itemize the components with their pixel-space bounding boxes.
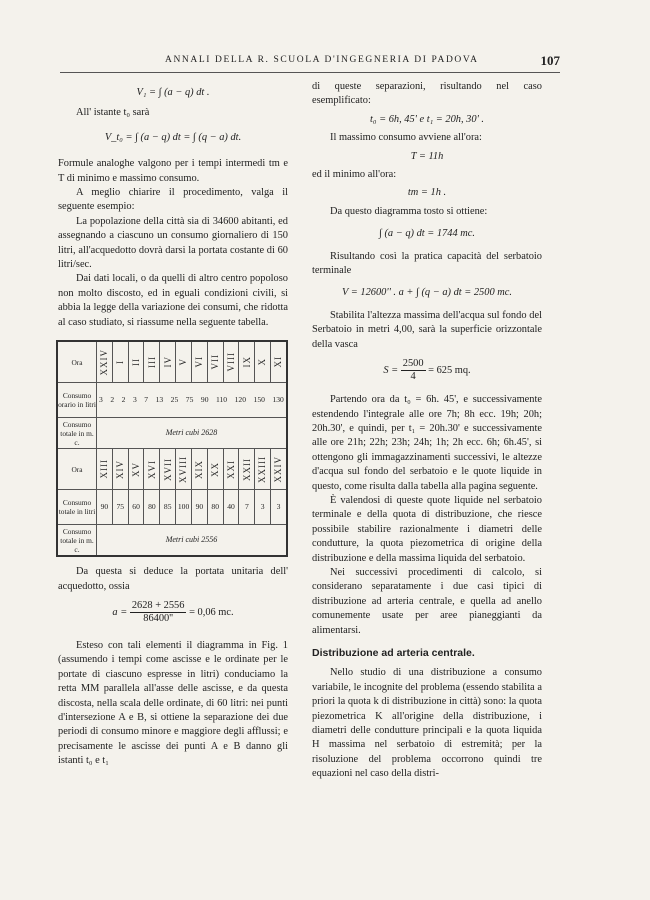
hour-cell: I	[115, 360, 126, 365]
paragraph: Nello studio di una distribuzione a consumo variabile, le incognite del problema (essendo stabilita a priori la quota k di distribuzione in città) sono: la quota piezometrica K all'origine della distribuzione, i diametri delle condutture principali e la quota liquida H massima nel serbatoio di estremità; per la risoluzione del problema occorrono quindi tre equazioni nel caso della distri-	[312, 667, 542, 780]
paragraph: La popolazione della città sia di 34600 abitanti, ed assegnando a ciascuno un consumo giornaliero di 150 litri, all'acquedotto dovrà darsi la portata costante di 60 litri/sec.	[58, 215, 288, 271]
left-column	[58, 80, 288, 769]
value-cell: 3	[132, 394, 137, 404]
value-cell: 130	[272, 394, 284, 404]
value-cell: 110	[216, 394, 228, 404]
row-label: Consumo orario in litri	[57, 383, 97, 418]
value-cell: 2	[121, 394, 126, 404]
paragraph: È valendosi di queste quote liquide nel serbatoio terminale e della quota di distribuzione, che riesce possibile stabilire razionalmente i diametri delle condutture, la quota piezometrica di origine della distribuzione e della massima liquida del serbatoio.	[312, 494, 542, 564]
equation-surface: S = $\frac{2500}{4}$ = 625 mq.	[383, 358, 471, 383]
value-cell: 75	[112, 490, 128, 525]
value-cell: 90	[97, 490, 113, 525]
table-row-hours-1	[57, 341, 287, 383]
value-cell: 25	[170, 394, 179, 404]
paragraph: Da questo diagramma tosto si ottiene:	[330, 205, 488, 217]
hour-cell: XI	[273, 356, 284, 368]
equation-portata: a = $\frac{2628 + 2556}{86400''}$ = 0,06 mc.	[112, 599, 234, 624]
hour-cell: XIX	[194, 459, 205, 479]
hour-cell: XXI	[225, 459, 236, 479]
equation-integral: ∫ (a − q) dt = 1744 mc.	[379, 228, 475, 240]
hour-cell: VII	[210, 354, 220, 370]
paragraph: Risultando così la pratica capacità del serbatoio terminale	[312, 250, 542, 277]
hour-cell: X	[257, 358, 268, 366]
equation-tm: tm = 1h .	[407, 187, 447, 199]
paragraph: Formule analoghe valgono per i tempi intermedi tm e T di minimo e massimo consumo.	[58, 158, 288, 184]
hour-cell: XXIV	[273, 455, 284, 483]
row-label: Consumo totale in m. c.	[57, 525, 97, 557]
row-label: Consumo totale in litri	[57, 490, 97, 525]
hour-cell: IV	[162, 356, 173, 368]
value-cell: 85	[160, 490, 176, 525]
header-rule	[60, 72, 560, 73]
paragraph: Dai dati locali, o da quelli di altro centro popoloso non molto discosto, ed in eguali condizioni civili, si abbia la legge della variazione dei consumi, che ridotta al caso studiato, si riassume nella seguente tabella.	[58, 273, 288, 328]
row-label: Ora	[57, 341, 97, 383]
paragraph: Nei successivi procedimenti di calcolo, si considerano separatamente i due casi tipici di distribuzione ad arteria centrale, e quella ad anello comunemente usate per aree pianeggianti da alimentarsi.	[312, 566, 542, 636]
hour-cell: II	[130, 358, 141, 367]
hour-cell: XX	[210, 461, 220, 477]
hour-cell: XXII	[241, 457, 252, 481]
hour-cell: IX	[241, 356, 252, 368]
paragraph: Esteso con tali elementi il diagramma in Fig. 1 (assumendo i tempi come ascisse e le ordinate per le portate di ciascuno espresse in litri) conduciamo la retta MM parallela all'asse delle ascisse, e da questa discosta, nella scala delle ordinate, di 60 litri: nei punti d'intersezione A e B, si ottiene la separazione dei due periodi di consumo minore e maggiore degli afflussi; e precisamente le ascisse dei punti A e B danno gli istanti t₀ e t₁	[58, 639, 288, 767]
value-cell: 3	[99, 394, 103, 404]
total-cell: Metri cubi 2556	[97, 525, 288, 557]
value-cell: 40	[223, 490, 239, 525]
consumption-table	[56, 340, 288, 557]
hour-cell: VIII	[225, 352, 236, 372]
value-cell: 2	[110, 394, 115, 404]
paragraph: Da questa si deduce la portata unitaria dell' acquedotto, ossia	[58, 566, 288, 592]
value-cell: 75	[185, 394, 194, 404]
hour-cell: XVIII	[178, 455, 189, 483]
running-title: ANNALI DELLA R. SCUOLA D'INGEGNERIA DI PADOVA	[165, 55, 479, 65]
paragraph: di queste separazioni, risultando nel caso esemplificato:	[312, 81, 542, 107]
paragraph: All' istante t₀ sarà	[76, 107, 150, 119]
paragraph: Stabilita l'altezza massima dell'acqua sul fondo del Serbatoio in metri 4,00, sarà la superficie orizzontale della vasca	[312, 309, 542, 350]
row-label: Ora	[57, 449, 97, 490]
value-cell: 80	[144, 490, 160, 525]
hour-cell: XIV	[115, 459, 126, 479]
paragraph: ed il minimo all'ora:	[312, 169, 397, 181]
equation-vt0: V_t₀ = ∫ (a − q) dt = ∫ (q − a) dt.	[104, 131, 242, 143]
table-row-total-2	[57, 525, 287, 557]
hour-cell: V	[178, 358, 189, 366]
equation-t0-t1: t₀ = 6h, 45' e t₁ = 20h, 30' .	[369, 113, 484, 125]
table-row-values-1	[57, 383, 287, 418]
paragraph: Partendo ora da t₀ = 6h. 45', e successivamente estendendo l'integrale alle ore 7h; 8h ecc. 19h; 20h; 20h.30', e quindi, per t₁ = 20h.30' e successivamente alle ore 21h; 22h; 23h; 24h; 1h; 2h ecc. 6h; 6h.45', si ottengono gli immagazzinamenti successivi, le altezze d'acqua sul fondo del serbatoio e le quote liquide in questo, come risulta dalla tabella alla pagina seguente.	[312, 394, 542, 492]
table-row-total-1	[57, 418, 287, 449]
hour-cell: XXIII	[257, 455, 268, 483]
hour-cell: VI	[194, 356, 205, 368]
value-cell: 13	[155, 394, 164, 404]
value-cell: 60	[128, 490, 144, 525]
value-cell: 90	[200, 394, 209, 404]
equation-v1: V₁ = ∫ (a − q) dt .	[136, 87, 210, 98]
value-cell: 90	[191, 490, 207, 525]
section-heading: Distribuzione ad arteria centrale.	[312, 647, 475, 659]
equation-capacity: V = 12600'' . a + ∫ (q − a) dt = 2500 mc.	[342, 287, 512, 299]
value-cell: 7	[239, 490, 255, 525]
value-cell: 3	[255, 490, 271, 525]
hour-cell: XVI	[146, 459, 157, 479]
page-number: 107	[540, 53, 560, 68]
value-cell: 7	[144, 394, 149, 404]
value-cell: 100	[176, 490, 192, 525]
hour-cell: XXIV	[99, 348, 110, 376]
equation-T: T = 11h	[410, 150, 444, 162]
value-cell: 150	[253, 394, 265, 404]
value-cell: 80	[207, 490, 223, 525]
table-row-values-2	[57, 490, 287, 525]
paragraph: A meglio chiarire il procedimento, valga il seguente esempio:	[58, 187, 288, 213]
right-column	[312, 80, 542, 782]
row-label: Consumo totale in m. c.	[57, 418, 97, 449]
value-cell: 3	[271, 490, 287, 525]
page-header	[60, 55, 560, 71]
hour-cell: III	[146, 356, 157, 369]
hour-cell: XVII	[162, 457, 173, 481]
table-row-hours-2	[57, 449, 287, 490]
hour-cell: XIII	[99, 459, 110, 479]
paragraph: Il massimo consumo avviene all'ora:	[330, 132, 482, 144]
hour-cell: XV	[130, 461, 141, 477]
value-cell: 120	[234, 394, 247, 404]
total-cell: Metri cubi 2628	[97, 418, 288, 449]
